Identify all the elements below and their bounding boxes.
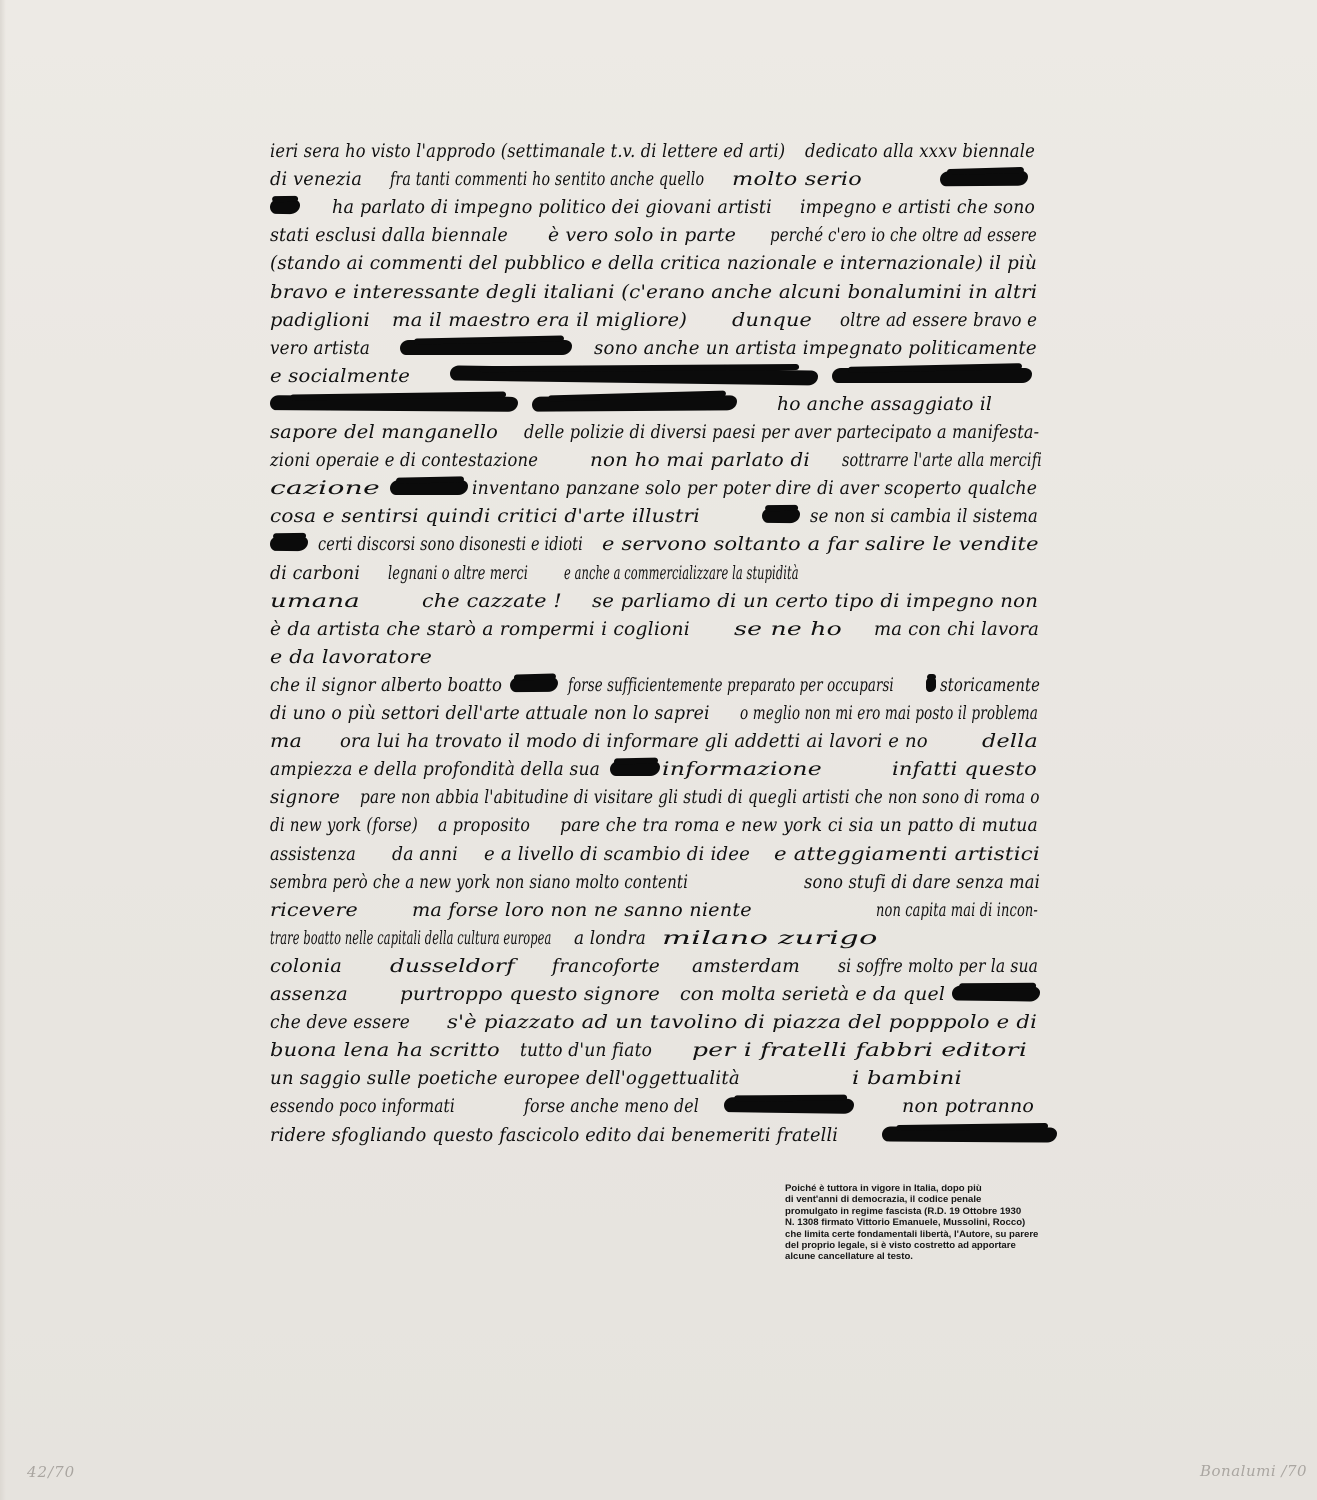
manuscript-line bbox=[262, 446, 1062, 474]
handwritten-phrase: è vero solo in parte bbox=[548, 224, 737, 247]
handwritten-phrase: certi discorsi sono disonesti e idioti bbox=[318, 533, 583, 556]
handwritten-phrase: ma forse loro non ne sanno niente bbox=[412, 898, 752, 921]
handwritten-phrase: i bambini bbox=[852, 1067, 963, 1090]
handwritten-phrase: ricevere bbox=[270, 898, 358, 921]
redaction-mark bbox=[532, 395, 737, 411]
handwritten-phrase: umana bbox=[270, 589, 360, 612]
handwritten-phrase: fra tanti commenti ho sentito anche quello bbox=[390, 168, 705, 191]
manuscript-line bbox=[262, 952, 1062, 980]
manuscript-line bbox=[262, 362, 1062, 390]
handwritten-phrase: e socialmente bbox=[270, 364, 411, 387]
handwritten-phrase: storicamente bbox=[940, 673, 1041, 696]
handwritten-phrase: e servono soltanto a far salire le vendite bbox=[602, 533, 1039, 556]
manuscript-line bbox=[262, 502, 1062, 530]
handwritten-phrase: e atteggiamenti artistici bbox=[774, 842, 1040, 865]
footnote-line: del proprio legale, si è visto costretto ad apportare bbox=[785, 1240, 1016, 1252]
redaction-mark bbox=[926, 677, 936, 692]
handwritten-phrase: se parliamo di un certo tipo di impegno non bbox=[592, 589, 1039, 612]
handwritten-phrase: della bbox=[982, 730, 1038, 753]
redaction-mark bbox=[510, 677, 558, 692]
handwritten-phrase: zioni operaie e di contestazione bbox=[270, 449, 539, 472]
handwritten-phrase: milano zurigo bbox=[662, 926, 878, 949]
handwritten-phrase: ma il maestro era il migliore) bbox=[392, 308, 688, 331]
manuscript-line bbox=[262, 811, 1062, 839]
handwritten-phrase: sottrarre l'arte alla mercifi bbox=[842, 449, 1042, 472]
handwritten-phrase: non potranno bbox=[902, 1095, 1035, 1118]
redaction-mark bbox=[270, 199, 300, 214]
manuscript-line bbox=[262, 278, 1062, 306]
handwritten-text-block bbox=[262, 135, 1062, 1150]
handwritten-phrase: o meglio non mi ero mai posto il problema bbox=[740, 702, 1039, 724]
manuscript-line bbox=[262, 249, 1062, 277]
manuscript-line bbox=[262, 334, 1062, 362]
handwritten-phrase: sembra però che a new york non siano molto contenti bbox=[270, 870, 689, 893]
handwritten-phrase: per i fratelli fabbri editori bbox=[692, 1039, 1028, 1062]
handwritten-phrase: non ho mai parlato di bbox=[590, 449, 810, 472]
handwritten-phrase: di venezia bbox=[270, 168, 363, 191]
footnote-line: promulgato in regime fascista (R.D. 19 Ottobre 1930 bbox=[785, 1205, 1022, 1217]
manuscript-line bbox=[262, 390, 1062, 418]
manuscript-line bbox=[262, 615, 1062, 643]
handwritten-phrase: di carboni bbox=[270, 561, 361, 584]
manuscript-line bbox=[262, 221, 1062, 249]
footnote-line: N. 1308 firmato Vittorio Emanuele, Mussolini, Rocco) bbox=[785, 1217, 1026, 1229]
handwritten-phrase: e anche a commercializzare la stupidità bbox=[564, 561, 799, 584]
manuscript-line bbox=[262, 727, 1062, 755]
handwritten-phrase: cazione bbox=[270, 477, 381, 500]
handwritten-phrase: s'è piazzato ad un tavolino di piazza del popppolo e di bbox=[447, 1011, 1038, 1034]
handwritten-phrase: trare boatto nelle capitali della cultura europea bbox=[270, 926, 552, 949]
handwritten-phrase: e a livello di scambio di idee bbox=[484, 842, 751, 865]
handwritten-phrase: oltre ad essere bravo e bbox=[840, 308, 1038, 331]
handwritten-phrase: a proposito bbox=[438, 814, 531, 837]
handwritten-phrase: infatti questo bbox=[892, 758, 1038, 781]
handwritten-phrase: di new york (forse) bbox=[270, 814, 418, 837]
redaction-mark bbox=[762, 508, 800, 524]
handwritten-phrase: cosa e sentirsi quindi critici d'arte illustri bbox=[270, 505, 700, 528]
handwritten-phrase: inventano panzane solo per poter dire di aver scoperto qualche bbox=[472, 477, 1038, 500]
manuscript-line bbox=[262, 1036, 1062, 1064]
handwritten-phrase: di uno o più settori dell'arte attuale non lo saprei bbox=[270, 702, 710, 724]
manuscript-line bbox=[262, 1008, 1062, 1036]
handwritten-phrase: molto serio bbox=[732, 168, 863, 191]
manuscript-line bbox=[262, 137, 1062, 165]
handwritten-phrase: non capita mai di incon- bbox=[876, 898, 1038, 921]
manuscript-line bbox=[262, 840, 1062, 868]
handwritten-phrase: che cazzate ! bbox=[422, 589, 562, 612]
handwritten-phrase: dusseldorf bbox=[390, 954, 515, 977]
redaction-mark bbox=[450, 365, 818, 385]
handwritten-phrase: delle polizie di diversi paesi per aver partecipato a manifesta- bbox=[524, 421, 1040, 443]
handwritten-phrase: buona lena ha scritto bbox=[270, 1039, 500, 1062]
manuscript-line bbox=[262, 924, 1062, 952]
handwritten-phrase: si soffre molto per la sua bbox=[838, 954, 1039, 977]
handwritten-phrase: ora lui ha trovato il modo di informare gli addetti ai lavori e no bbox=[340, 730, 928, 753]
handwritten-phrase: ieri sera ho visto l'approdo (settimanale t.v. di lettere ed arti) bbox=[270, 140, 786, 162]
redaction-mark bbox=[952, 985, 1040, 1001]
manuscript-line bbox=[262, 530, 1062, 558]
manuscript-line bbox=[262, 896, 1062, 924]
edition-number: 42/70 bbox=[27, 1463, 76, 1481]
handwritten-phrase: da anni bbox=[392, 842, 458, 865]
footnote-line: Poiché è tuttora in vigore in Italia, dopo più bbox=[785, 1183, 982, 1194]
redaction-mark bbox=[940, 171, 1028, 187]
manuscript-line bbox=[262, 643, 1062, 671]
handwritten-phrase: sono stufi di dare senza mai bbox=[804, 870, 1041, 893]
handwritten-phrase: e da lavoratore bbox=[270, 645, 433, 668]
manuscript-line bbox=[262, 193, 1062, 221]
handwritten-phrase: amsterdam bbox=[692, 954, 800, 977]
manuscript-line bbox=[262, 418, 1062, 446]
manuscript-line bbox=[262, 671, 1062, 699]
paper-edge bbox=[0, 0, 6, 1500]
handwritten-phrase: tutto d'un fiato bbox=[520, 1039, 653, 1062]
handwritten-phrase: ma con chi lavora bbox=[874, 617, 1040, 640]
footnote-line: alcune cancellature al testo. bbox=[785, 1251, 913, 1263]
manuscript-line bbox=[262, 306, 1062, 334]
handwritten-phrase: ma bbox=[270, 730, 303, 753]
handwritten-phrase: dunque bbox=[732, 308, 813, 331]
handwritten-phrase: stati esclusi dalla biennale bbox=[270, 224, 508, 247]
handwritten-phrase: signore bbox=[270, 786, 341, 809]
manuscript-line bbox=[262, 699, 1062, 727]
manuscript-line bbox=[262, 165, 1062, 193]
handwritten-phrase: che deve essere bbox=[270, 1011, 410, 1034]
handwritten-phrase: pare non abbia l'abitudine di visitare gli studi di quegli artisti che non sono di roma o bbox=[360, 786, 1040, 809]
handwritten-phrase: sapore del manganello bbox=[270, 421, 499, 443]
artist-signature: Bonalumi /70 bbox=[1200, 1462, 1308, 1480]
handwritten-phrase: è da artista che starò a rompermi i coglioni bbox=[270, 617, 690, 640]
handwritten-phrase: forse anche meno del bbox=[524, 1095, 699, 1118]
handwritten-phrase: vero artista bbox=[270, 336, 371, 359]
redaction-mark bbox=[610, 761, 660, 776]
footnote-line: di vent'anni di democrazia, il codice penale bbox=[785, 1194, 982, 1206]
handwritten-phrase: (stando ai commenti del pubblico e della critica nazionale e internazionale) il più bbox=[270, 252, 1038, 275]
handwritten-phrase: che il signor alberto boatto bbox=[270, 673, 503, 696]
manuscript-line bbox=[262, 1064, 1062, 1092]
handwritten-phrase: un saggio sulle poetiche europee dell'oggettualità bbox=[270, 1067, 740, 1090]
redaction-mark bbox=[832, 368, 1032, 383]
manuscript-line bbox=[262, 1092, 1062, 1120]
handwritten-phrase: pare che tra roma e new york ci sia un patto di mutua bbox=[560, 814, 1038, 837]
handwritten-phrase: assenza bbox=[270, 983, 348, 1005]
handwritten-phrase: informazione bbox=[662, 758, 823, 781]
handwritten-phrase: forse sufficientemente preparato per occuparsi bbox=[568, 673, 894, 696]
censorship-footnote bbox=[785, 1183, 1055, 1263]
manuscript-line bbox=[262, 474, 1062, 502]
handwritten-phrase: a londra bbox=[574, 926, 647, 949]
manuscript-line bbox=[262, 1121, 1062, 1149]
redaction-mark bbox=[882, 1126, 1057, 1142]
handwritten-phrase: colonia bbox=[270, 954, 342, 977]
redaction-mark bbox=[724, 1097, 854, 1114]
handwritten-phrase: padiglioni bbox=[270, 308, 370, 331]
manuscript-line bbox=[262, 980, 1062, 1008]
handwritten-phrase: dedicato alla xxxv biennale bbox=[805, 140, 1036, 162]
manuscript-line bbox=[262, 783, 1062, 811]
handwritten-phrase: ampiezza e della profondità della sua bbox=[270, 758, 601, 781]
handwritten-phrase: legnani o altre merci bbox=[388, 561, 528, 584]
redaction-mark bbox=[270, 536, 308, 551]
redaction-mark bbox=[400, 340, 572, 355]
handwritten-phrase: ridere sfogliando questo fascicolo edito dai benemeriti fratelli bbox=[270, 1123, 839, 1146]
handwritten-phrase: perché c'ero io che oltre ad essere bbox=[770, 224, 1037, 247]
manuscript-line bbox=[262, 559, 1062, 587]
handwritten-phrase: bravo e interessante degli italiani (c'erano anche alcuni bonalumini in altri bbox=[270, 280, 1038, 303]
redaction-mark bbox=[270, 395, 518, 412]
handwritten-phrase: sono anche un artista impegnato politicamente bbox=[594, 336, 1037, 359]
footnote-line: che limita certe fondamentali libertà, l'Autore, su parere bbox=[785, 1228, 1039, 1240]
manuscript-line bbox=[262, 755, 1062, 783]
handwritten-phrase: purtroppo questo signore bbox=[400, 983, 661, 1005]
handwritten-phrase: se non si cambia il sistema bbox=[810, 505, 1038, 528]
handwritten-phrase: se ne ho bbox=[734, 617, 843, 640]
manuscript-line bbox=[262, 587, 1062, 615]
handwritten-phrase: assistenza bbox=[270, 842, 356, 865]
handwritten-phrase: essendo poco informati bbox=[270, 1095, 455, 1118]
manuscript-line bbox=[262, 868, 1062, 896]
redaction-mark bbox=[390, 480, 468, 495]
handwritten-phrase: impegno e artisti che sono bbox=[800, 196, 1035, 219]
handwritten-phrase: ho anche assaggiato il bbox=[777, 392, 993, 415]
handwritten-phrase: francoforte bbox=[552, 954, 660, 977]
handwritten-phrase: con molta serietà e da quel bbox=[680, 983, 946, 1005]
handwritten-phrase: ha parlato di impegno politico dei giovani artisti bbox=[332, 196, 772, 219]
